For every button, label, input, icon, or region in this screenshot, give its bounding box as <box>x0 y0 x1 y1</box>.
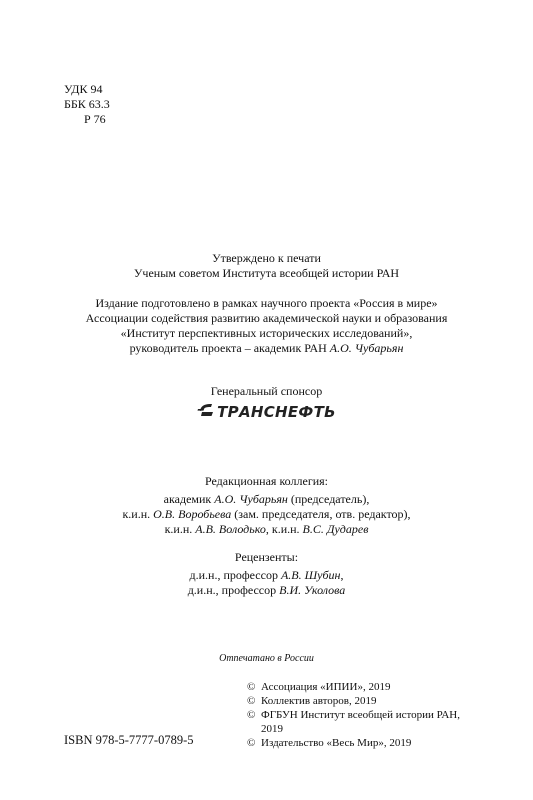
approval-line-2: Ученым советом Института всеобщей истории РАН <box>133 266 400 280</box>
reviewers-title: Рецензенты: <box>234 550 299 564</box>
copyright-block <box>247 680 460 750</box>
board-r1-suffix: (председатель), <box>287 492 370 506</box>
project-line-2: Ассоциации содействия развитию академической науки и образования <box>85 311 448 325</box>
isbn: ISBN 978-5-7777-0789-5 <box>64 733 194 747</box>
approval-line-1: Утверждено к печати <box>212 251 321 265</box>
author-mark: Р 76 <box>84 112 106 126</box>
board-r3-name-1: А.В. Володько <box>195 522 266 536</box>
board-r2-suffix: (зам. председателя, отв. редактор), <box>231 507 411 521</box>
board-r2-prefix: к.и.н. <box>122 507 154 521</box>
project-leader-prefix: руководитель проекта – академик РАН <box>129 341 330 355</box>
board-r2-name: О.В. Воробьева <box>153 507 232 521</box>
copyright-icon: © <box>247 695 256 707</box>
reviewer-1-suffix: , <box>340 568 344 582</box>
copyright-line-3 <box>247 708 460 722</box>
copyright-line-2 <box>247 694 460 708</box>
board-r3-prefix: к.и.н. <box>164 522 196 536</box>
board-r1-prefix: академик <box>163 492 215 506</box>
printed-in-text: Отпечатано в России <box>219 653 314 664</box>
copyright-text-3b: 2019 <box>261 723 283 735</box>
board-row-3 <box>0 522 533 537</box>
reviewer-row-1 <box>0 568 533 583</box>
copyright-icon: © <box>247 681 256 693</box>
board-r3-name-2: В.С. Дударев <box>302 522 369 536</box>
approval-block <box>0 251 533 281</box>
project-leader-name: А.О. Чубарьян <box>329 341 404 355</box>
reviewer-1-name: А.В. Шубин <box>280 568 341 582</box>
reviewer-2-prefix: д.и.н., профессор <box>187 583 280 597</box>
reviewers-block <box>0 550 533 598</box>
reviewer-2-name: В.И. Уколова <box>279 583 346 597</box>
project-line-4 <box>0 341 533 356</box>
board-row-2 <box>0 507 533 522</box>
board-r1-name: А.О. Чубарьян <box>214 492 288 506</box>
copyright-text-4: Издательство «Весь Мир», 2019 <box>261 737 412 749</box>
copyright-text-2: Коллектив авторов, 2019 <box>261 695 377 707</box>
project-line-1: Издание подготовлено в рамках научного проекта «Россия в мире» <box>95 296 438 310</box>
copyright-line-1 <box>247 680 460 694</box>
board-r3-mid: , к.и.н. <box>265 522 303 536</box>
copyright-line-3b <box>247 722 460 736</box>
reviewer-row-2 <box>0 583 533 598</box>
classification-block <box>64 82 110 127</box>
sponsor-label: Генеральный спонсор <box>210 384 323 398</box>
sponsor-logo <box>0 402 533 422</box>
copyright-icon: © <box>247 737 256 749</box>
bbk-code: ББК 63.3 <box>64 97 110 111</box>
reviewer-1-prefix: д.и.н., профессор <box>189 568 281 582</box>
copyright-line-4 <box>247 736 460 750</box>
board-title: Редакционная коллегия: <box>204 474 329 488</box>
copyright-text-3: ФГБУН Институт всеобщей истории РАН, <box>261 709 461 721</box>
board-row-1 <box>0 492 533 507</box>
project-line-3: «Институт перспективных исторических исследований», <box>120 326 413 340</box>
copyright-icon: © <box>247 709 256 721</box>
copyright-text-1: Ассоциация «ИПИИ», 2019 <box>261 681 391 693</box>
udk-code: УДК 94 <box>64 82 103 96</box>
printed-in <box>0 651 533 666</box>
transneft-logo-icon <box>197 402 215 422</box>
sponsor-logo-text: ТРАНСНЕФТЬ <box>217 402 336 421</box>
editorial-board <box>0 474 533 537</box>
project-block <box>0 296 533 356</box>
